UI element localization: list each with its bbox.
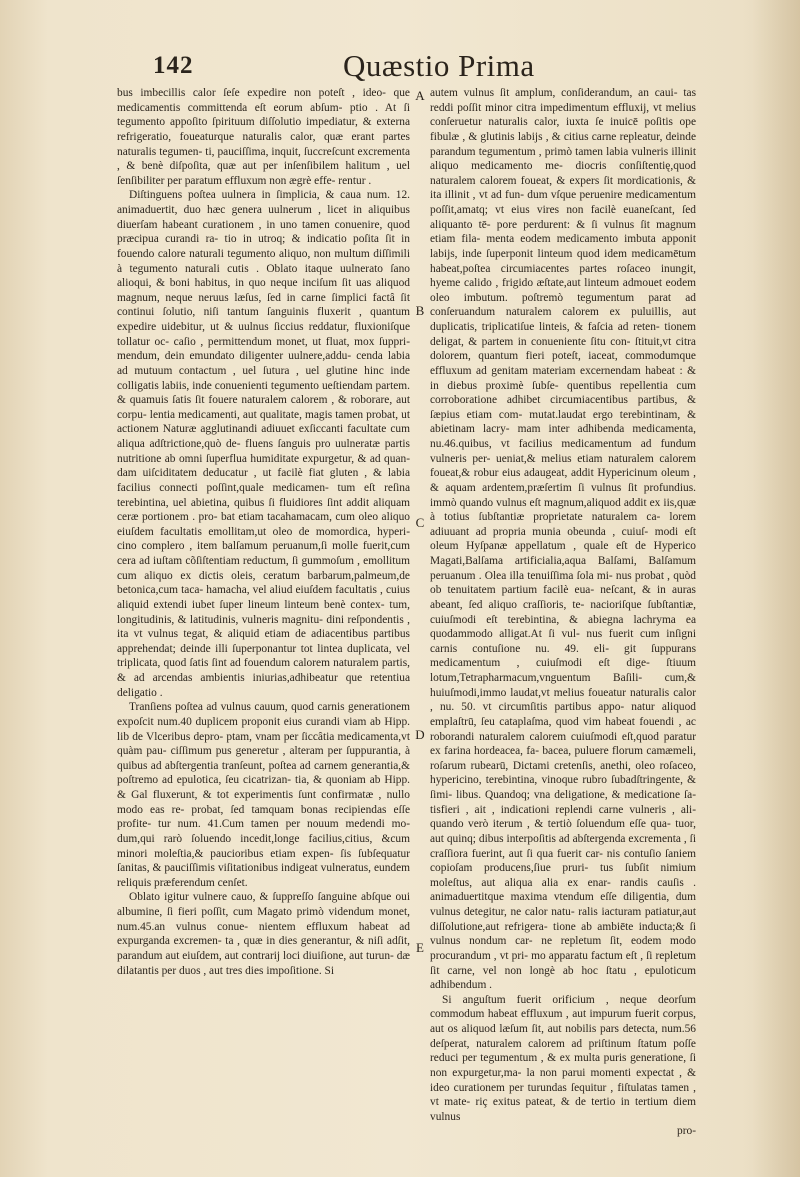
section-marker: E [416, 940, 424, 955]
page-edge-shading [740, 0, 800, 1177]
paragraph: Oblato igitur vulnere cauo, & ſuppreſſo ſanguine abſque oui albumine, ſi fieri poſſit, cum Magato primò videndum monet, num.45.an vulnus conue- nientem effluxum habeat ad expurganda excremen- ta , quæ in dies generantur, & niſi adſit, parandum aut eiuſdem, aut contrarij loci diuiſione, aut turun- dæ dilatantis per duos , aut tres dies impoſitione. Si [117, 891, 410, 977]
paragraph: autem vulnus ſit amplum, conſiderandum, an caui- tas reddi poſſit minor citra impedimentum effluxij, vt melius conſeruetur naturalis calor, iuxta ſe inuicē poſitis ope fibulæ , & glutinis labijs , & citius carne repleatur, deinde parandum tegumentum , primò tamen labia vulneris illinit aliquo medicamento me- diocris conſiſtentię,quod naturalem calorem foueat, & expers ſit mordicationis, & ita illinit , vt ad fun- dum vſque peruenire medicamentum poſſit,amatq; vt eius vires non facilè euaneſcant, ſed aliquanto tē- pore perdurent: & ſi vulnus ſit magnum etiam fila- menta eodem medicamento imbuta apponit labijs, inde ſuperponit linteum quod idem medicamētum habeat,poſtea circumiacentes partes roſaceo inungit, hyeme calido , frigido æſtate,aut linteum admouet eodem oleo imbutum. poſtremò tegumentum parat ad conſeruandum naturalem calorem ex puluillis, aut duplicatis, triplicatiſue linteis, & faſcia ad reten- tionem deligat, & partem in conueniente ſitu con- ſtituit,vt citra dolorem, quantum fieri poteſt, iaceat, commodumque effluxum ad genitam materiam excernendam habeat : & in diebus proximè ſubſe- quentibus repellentia cum corroboratione adhibet circumiacentibus partibus, & ſæpius etiam com- mutat.laudat ergo terebintinam, & abietinam lacry- mam inter adhibenda medicamenta, nu.46.quibus, vt facilius medicamentum ad fundum vulneris per- ueniat,& melius etiam naturalem calorem foueat,& robur eius adaugeat, addit Hypericinum oleum , & aquam ardentem,præſertim ſi vulnus ſit profundius. immò quando vulnus eſt magnum,aliquod addit ex iis,quæ à totius ſubſtantiæ proprietate naturalem ca- lorem adiuuant ad propria munia obeunda , cuiuſ- modi eſt oleum Hyſpanæ appellatum , quale eſt de Hyperico Magati,Balſama artificialia,aqua Balſami, Balſamum peruanum . Olea illa tenuiſſima ſola mi- nus probat , quòd ob tenuitatem partium facilè eua- neſcant, & in auras abeant, ſed aliquo craſſioris, te- nacioriſque ſubſtantiæ, cuiuſmodi eſt terebintina, & abiegna lachryma ea quodammodo alligat.At ſi vul- nus fuerit cum inſigni carnis contuſione nu. 49. eli- git ſuppurans medicamentum , cuiuſmodi eſt dige- ſtiuum lotum,Tetrapharmacum,vnguentum Baſili- cum,& huiuſmodi,immo laudat,vt melius foueatur naturalis calor , nu. 50. vt circumſitis partibus appo- natur aliquod emplaſtrū, ſeu cataplaſma, quod vim habeat fouendi , ac roborandi naturalem calorem cuiuſmodi eſt,quod paratur ex farina hordeacea, fa- bacea, puluere florum camæmeli, roſarum rubearū, Dictami cretenſis, anethi, oleo roſaceo, hypericino, terebintina, vinoque rubro ſubadſtringente, & ſimi- libus. Quandoq; vna deligatione, & medicatione ſa- tisfieri , ait , indicationi replendi carne vulneris , ali- quando verò iterum , & tertiò ſoluendum eſſe qua- tuor, aut quinq; dibus interpoſitis ad abſtergenda excrementa , ſi craſſiora fuerint, aut ſi qua fuerit car- nis contuſio ſaniem copioſam producens,ſiue pruri- tus ſubſit nimium moleſtus, aut aliqua alia ex enar- randis cauſis . animaduertitque maxima vtendum eſſe diligentia, dum vulnus detegitur, ne calor natu- ralis iacturam patiatur,aut diſſolutione,aut refrigera- tione ab ambiēte inducta;& ſi vulnus nondum car- ne repletum ſit, eodem modo procurandum , vt pri- mo apparatu factum eſt , ſi repletum ſit carne, vel non longè ab hoc ſtatu , epuloticum adhibendum . [430, 87, 696, 992]
paragraph: Diſtinguens poſtea uulnera in ſimplicia, & caua num. 12. animaduertit, duo hæc genera uulnerum , licet in aliquibus diuerſam habeant curationem , in uno tamen conuenire, quod præcipua curandi ra- tio in utroq; & indicatio poſita ſit in fouendo calore naturali tegumento aliquo, non multum diſſimili à tegumento naturali cutis . Oblato itaque uulnerato ſano alioqui, & boni habitus, in quo neque inciſum ſit uas aliquod magnum, neque neruus læſus, ſed in carne ſimplici factâ ſit continui ſolutio, niſi tantum ſanguinis fluxerit , quantum expedire uidebitur, ut & uulnus ſiccius reddatur, fluxioniſque tollatur oc- caſio , permittendum monet, ut fluat, mox ſuppri- mendum, dein emundato diligenter uulnere,addu- cenda labia ad mutuum contactum , uel ſutura , uel glutine hinc inde colligatis labiis, inde conuenienti tegumento ueſtiendam partem. & quamuis ſatis ſit fouere naturalem calorem , & roborare, aut corpu- lentia medicamenti, aut qualitate, magis tamen probat, ut actionem Naturæ agglutinandi adiuuet exſiccanti facultate cum aliqua adſtrictione,quò de- fluens ſanguis pro uulneratæ partis nutritione ab omni ſuperflua humiditate expurgetur, & ad quan- dam uiſciditatem deducatur , ut facilè fiat gluten , & labia facilius connecti poſſint,quale medicamen- tum eſt reſina terebintina, uel abietina, quibus ſi fluidiores ſint addit aliquam ceræ portionem . pro- bat etiam tacahamacam, cum oleo aliquo eiuſdem facultatis emollitam,ut oleo de momordica, hyperi- cino complero , item balſamum peruanum,ſi molle fuerit,cum cera ad iuſtam cõſiſtentiam reductum, ſi gummoſum , emollitum cum aliquo ex dictis oleis, ceratum barbarum,palmeum,de betonica,cum taca- hamacha, vel aliud eiuſdem facultatis , cuius aliquid extendi iubet ſuper lineum linteum benè contex- tum, longitudinis, & latitudinis, vulneris magnitu- dini reſpondentis , ita vt vulnus tegat, & aliquid etiam de adiacentibus partibus apprehendat; deinde illi ſuperponantur tot lintea duplicata, vel triplicata, quod ſatis ſint ad fouendum calorem naturalem partis, & ad arcendas ambientis iniurias,adhibeatur que retentiua deligatio . [117, 189, 410, 699]
running-title: Quæstio Prima [343, 48, 535, 83]
paragraph: Tranſiens poſtea ad vulnus cauum, quod carnis generationem expoſcit num.40 duplicem proponit eius curandi viam ab Hipp. lib de Vlceribus depro- ptam, vnam per ſiccâtia medicamenta,vt quàm pau- ciſſimum pus generetur , alteram per ſuppurantia, à quibus ad abſtergentia tranſeunt, poſtea ad carnem generantia,& poſtremo ad epulotica, ſeu cicatrizan- tia, & quoniam ab Hipp. & Gal fluxerunt, & tot experimentis ſunt confirmatæ , nullo modo eas re- probat, ſed tamquam bonas recipiendas eſſe profite- tur num. 41.Cum tamen per nouum medendi mo- dum,qui rarò ſoluendo incedit,longe facilius,citius, &cum minori moleſtia,& paucioribus etiam expen- ſis ſubſequatur ſanitas, & pauciſſimis viſitationibus indigeat vulneratus, eundem reliquis præferendum cenſet. [117, 701, 410, 889]
section-marker: C [415, 515, 425, 530]
paragraph: bus imbecillis calor ſeſe expedire non poteſt , ideo- que medicamentis committenda eſt eorum abſum- ptio . At ſi tegumento appoſito ſpirituum diſſolutio impediatur, & externa refrigeratio, foueaturque naturalis calor, quæ erant partes naturalis tegumen- ti, pauciſſima, inquit, ſuccreſcunt excrementa , & benè diſpoſita, quæ aut per inſenſibilem halitum , uel ſenſibiliter per paratum effluxum non ægrè effe- rentur . [117, 87, 410, 187]
section-marker: A [415, 88, 425, 103]
paragraph: Si anguſtum fuerit orificium , neque deorſum commodum habeat effluxum , aut impurum fuerit corpus, aut os aliquod læſum ſit, aut nobilis pars detecta, num.56 deſperat, naturalem calorem ad priſtinum ſtatum poſſe reduci per tegumentum , & ex multa puris generatione, ſi non expurgetur,ma- la non parui momenti expectat , & ideo curationem per turundas ſequitur , fiſtulatas tamen , vt mate- riç exitus pateat, & de tertio in tertium diem vulnus [430, 993, 696, 1123]
section-marker: D [415, 727, 425, 742]
section-marker: B [415, 303, 425, 318]
right-text-column [430, 86, 696, 1139]
page-header [0, 48, 800, 88]
catchword: pro- [677, 1125, 696, 1138]
page-number: 142 [153, 52, 194, 79]
left-text-column [117, 86, 410, 978]
